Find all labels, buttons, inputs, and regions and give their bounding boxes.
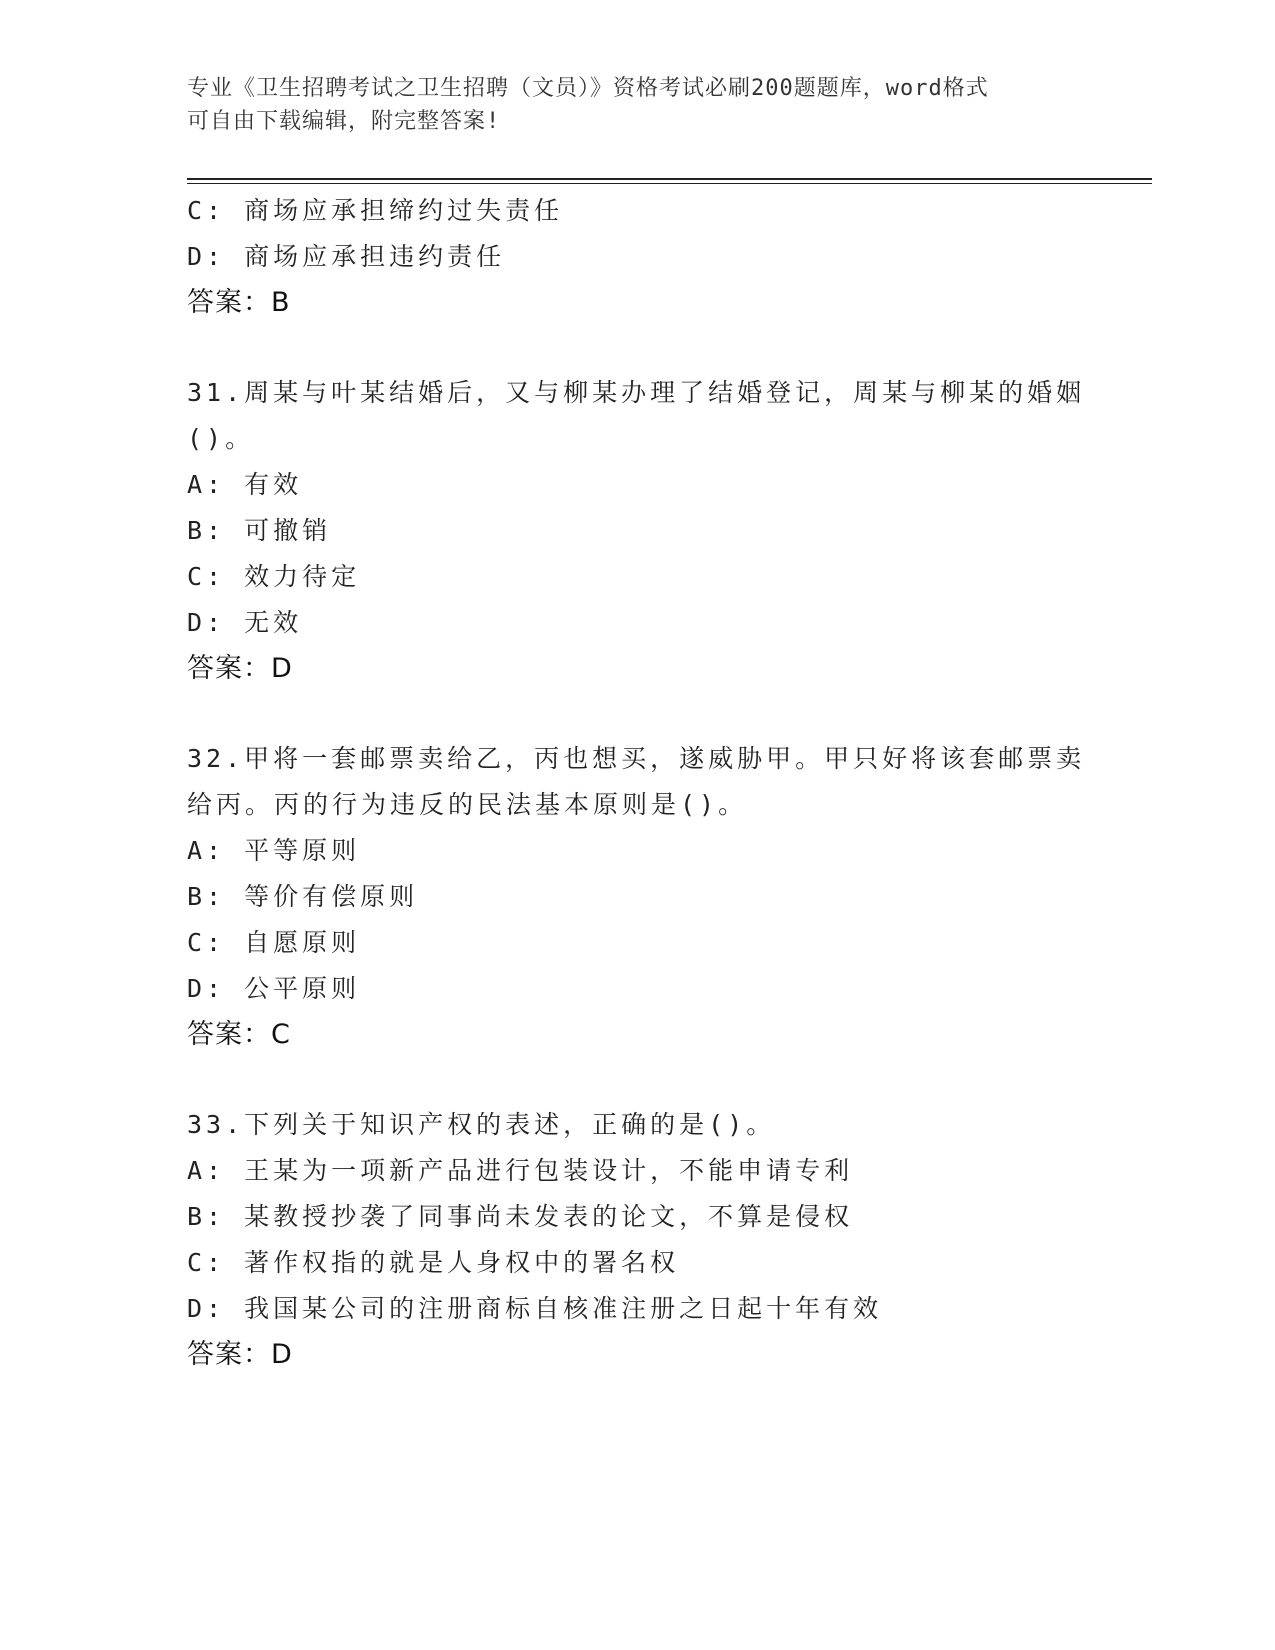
option-c bbox=[187, 188, 1087, 234]
option-c bbox=[187, 920, 1087, 966]
answer-line: 答案：D bbox=[187, 653, 293, 684]
option-b bbox=[187, 874, 1087, 920]
option-text: 等价有偿原则 bbox=[244, 882, 419, 911]
option-text: 平等原则 bbox=[244, 836, 361, 865]
option-letter: D: bbox=[187, 1294, 226, 1323]
question-33 bbox=[187, 1102, 1087, 1378]
option-text: 有效 bbox=[244, 470, 303, 499]
header-rule-thin bbox=[187, 183, 1152, 184]
option-letter: B: bbox=[187, 516, 226, 545]
question-stem-line-1: 32.甲将一套邮票卖给乙，丙也想买，遂威胁甲。甲只好将该套邮票卖 bbox=[187, 744, 1086, 773]
option-b bbox=[187, 508, 1087, 554]
option-b bbox=[187, 1194, 1087, 1240]
option-c bbox=[187, 1240, 1087, 1286]
document-header bbox=[187, 72, 1067, 138]
option-a bbox=[187, 828, 1087, 874]
option-letter: C: bbox=[187, 928, 226, 957]
option-text: 无效 bbox=[244, 608, 303, 637]
answer-line: 答案：C bbox=[187, 1019, 291, 1050]
option-text: 王某为一项新产品进行包装设计，不能申请专利 bbox=[244, 1156, 854, 1185]
option-letter: B: bbox=[187, 1202, 226, 1231]
option-letter: C: bbox=[187, 196, 226, 225]
option-d bbox=[187, 600, 1087, 646]
option-letter: C: bbox=[187, 562, 226, 591]
option-letter: D: bbox=[187, 242, 226, 271]
option-letter: A: bbox=[187, 1156, 226, 1185]
option-a bbox=[187, 1148, 1087, 1194]
header-rule-thick bbox=[187, 178, 1152, 180]
option-text: 商场应承担缔约过失责任 bbox=[244, 196, 564, 225]
option-a bbox=[187, 462, 1087, 508]
option-d bbox=[187, 1286, 1087, 1332]
option-text: 可撤销 bbox=[244, 516, 332, 545]
option-d bbox=[187, 234, 1087, 280]
option-letter: D: bbox=[187, 974, 226, 1003]
option-text: 公平原则 bbox=[244, 974, 361, 1003]
option-letter: A: bbox=[187, 836, 226, 865]
header-line-2: 可自由下载编辑，附完整答案! bbox=[187, 109, 501, 134]
header-line-1: 专业《卫生招聘考试之卫生招聘（文员）》资格考试必刷200题题库，word格式 bbox=[187, 76, 989, 101]
option-text: 自愿原则 bbox=[244, 928, 361, 957]
answer-line: 答案：B bbox=[187, 287, 291, 318]
question-stem-line-2: ()。 bbox=[187, 424, 255, 453]
document-body bbox=[187, 188, 1087, 1378]
option-letter: C: bbox=[187, 1248, 226, 1277]
option-text: 商场应承担违约责任 bbox=[244, 242, 506, 271]
question-continuation bbox=[187, 188, 1087, 326]
option-letter: D: bbox=[187, 608, 226, 637]
option-letter: A: bbox=[187, 470, 226, 499]
answer-line: 答案：D bbox=[187, 1339, 293, 1370]
option-d bbox=[187, 966, 1087, 1012]
question-stem-line-1: 31.周某与叶某结婚后，又与柳某办理了结婚登记，周某与柳某的婚姻 bbox=[187, 378, 1086, 407]
question-stem-line-2: 给丙。丙的行为违反的民法基本原则是()。 bbox=[187, 790, 748, 819]
option-c bbox=[187, 554, 1087, 600]
option-letter: B: bbox=[187, 882, 226, 911]
question-31 bbox=[187, 370, 1087, 692]
question-stem-line-1: 33.下列关于知识产权的表述，正确的是()。 bbox=[187, 1110, 776, 1139]
option-text: 某教授抄袭了同事尚未发表的论文，不算是侵权 bbox=[244, 1202, 854, 1231]
option-text: 著作权指的就是人身权中的署名权 bbox=[244, 1248, 680, 1277]
option-text: 效力待定 bbox=[244, 562, 361, 591]
option-text: 我国某公司的注册商标自核准注册之日起十年有效 bbox=[244, 1294, 883, 1323]
question-32 bbox=[187, 736, 1087, 1058]
